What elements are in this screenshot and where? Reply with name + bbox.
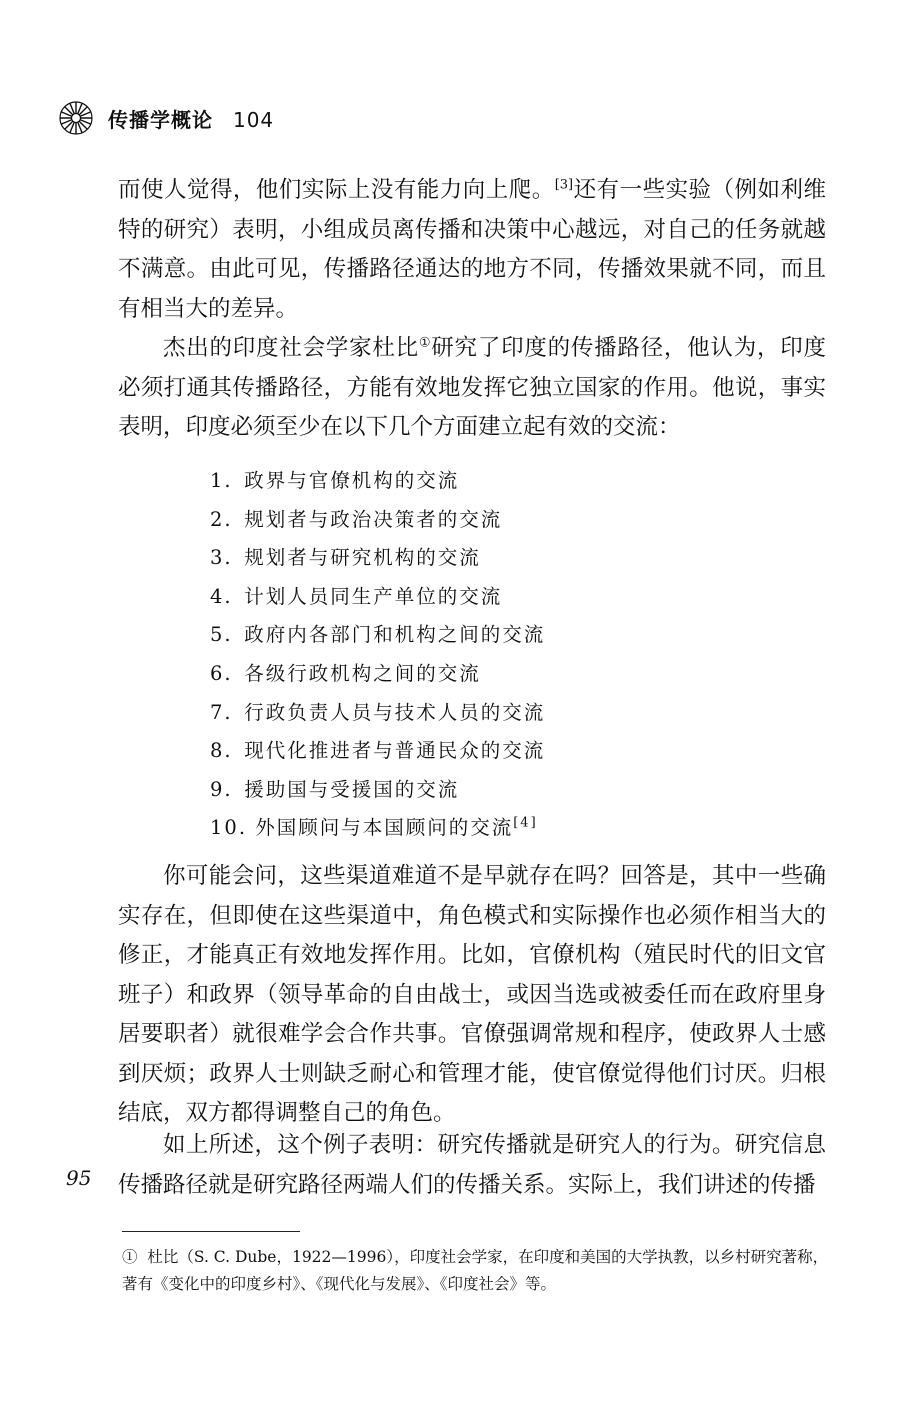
footnote-text: 杜比（S. C. Dube，1922—1996），印度社会学家，在印度和美国的大学执教，以乡村研究著称，著有《变化中的印度乡村》、《现代化与发展》、《印度社会》等。	[122, 1248, 829, 1293]
running-header	[58, 100, 274, 136]
citation-3: [3]	[554, 177, 574, 193]
citation-4: [4]	[513, 815, 538, 831]
footnote-marker: ①	[418, 335, 432, 351]
list-item: 10. 外国顾问与本国顾问的交流[4]	[210, 815, 538, 840]
exchange-list	[210, 462, 545, 848]
book-title: 传播学概论	[108, 107, 213, 132]
paragraph-4: 如上所述，这个例子表明：研究传播就是研究人的行为。研究信息传播路径就是研究路径两端人们的传播关系。实际上，我们讲述的传播	[118, 1132, 826, 1198]
footnote	[122, 1244, 830, 1298]
paragraph-2: 杰出的印度社会学家杜比①研究了印度的传播路径，他认为，印度必须打通其传播路径，方能有效地发挥它独立国家的作用。他说，事实表明，印度必须至少在以下几个方面建立起有效的交流：	[118, 335, 826, 440]
list-item: 3. 规划者与研究机构的交流	[210, 546, 481, 570]
list-item: 5. 政府内各部门和机构之间的交流	[210, 623, 546, 647]
paragraph-1: 而使人觉得，他们实际上没有能力向上爬。[3]还有一些实验（例如利维特的研究）表明，小组成员离传播和决策中心越远，对自己的任务就越不满意。由此可见，传播路径通达的地方不同，传播效果就不同，而且有相当大的差异。	[118, 177, 826, 322]
paragraph-3: 你可能会问，这些渠道难道不是早就存在吗？回答是，其中一些确实存在，但即使在这些渠道中，角色模式和实际操作也必须作相当大的修正，才能真正有效地发挥作用。比如，官僚机构（殖民时代的旧文官班子）和政界（领导革命的自由战士，或因当选或被委任而在政府里身居要职者）就很难学会合作共事。官僚强调常规和程序，使政界人士感到厌烦；政界人士则缺乏耐心和管理才能，使官僚觉得他们讨厌。归根结底，双方都得调整自己的角色。	[118, 863, 826, 1126]
list-item: 8. 现代化推进者与普通民众的交流	[210, 739, 546, 763]
list-item: 2. 规划者与政治决策者的交流	[210, 507, 503, 531]
list-item: 6. 各级行政机构之间的交流	[210, 661, 481, 685]
footnote-marker-bottom: ①	[122, 1248, 138, 1266]
list-item: 7. 行政负责人员与技术人员的交流	[210, 700, 546, 724]
side-page-number: 95	[66, 1166, 92, 1190]
footnote-divider	[122, 1231, 300, 1232]
page-number: 104	[232, 107, 275, 132]
sunburst-ornament-icon	[58, 100, 94, 136]
list-item: 1. 政界与官僚机构的交流	[210, 469, 460, 492]
list-item: 4. 计划人员同生产单位的交流	[210, 584, 503, 608]
list-item: 9. 援助国与受援国的交流	[210, 777, 460, 801]
